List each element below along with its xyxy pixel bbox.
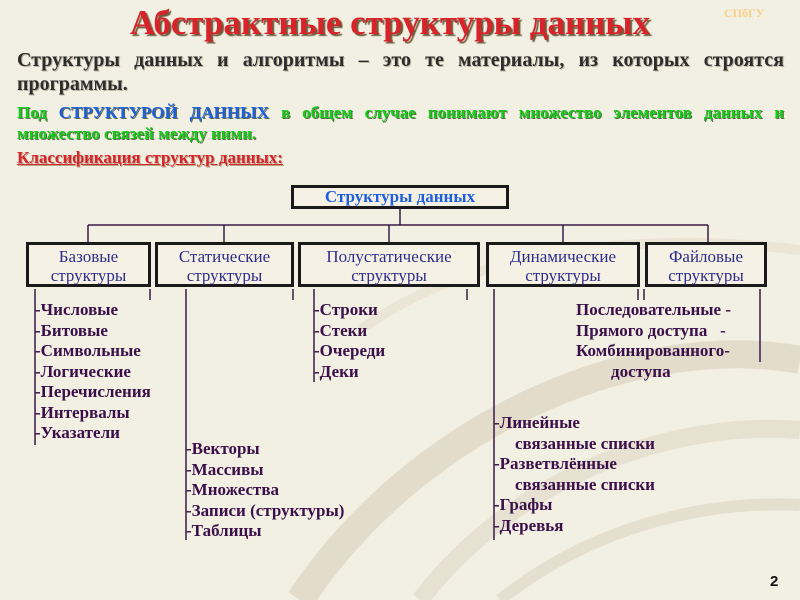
list-item: -Очереди [314,341,386,360]
list-item: -Разветвлённые [494,454,617,473]
slide-title: Абстрактные структуры данных [129,3,651,42]
list-item: связанные списки [515,474,655,494]
static-structures-list [186,439,344,542]
list-item: -Числовые [35,300,119,319]
category-box-dynamic [486,242,640,287]
list-item: -Указатели [35,423,120,442]
definition-highlight: СТРУКТУРОЙ ДАННЫХ [58,103,270,122]
category-box-semistatic [298,242,480,287]
page-number: 2 [770,573,779,590]
semistatic-structures-list [314,300,385,382]
list-item: Последовательные - [576,300,732,319]
list-item: Комбинированного- [576,341,730,360]
dynamic-structures-list [494,413,655,536]
category-label-line: Файловые [668,247,744,266]
list-item: -Деки [314,361,359,381]
logo-mark: СПбГУ [724,6,765,20]
category-label-line: Полустатические [326,247,452,266]
list-item: -Строки [314,300,378,319]
category-label-line: Базовые [58,247,119,266]
classification-heading: Классификация структур данных: [17,148,283,167]
category-label-line: структуры [50,266,127,285]
root-structures-box: Структуры данных [291,185,509,209]
category-label-line: структуры [668,266,744,285]
category-label-line: структуры [351,266,427,285]
category-box-static [155,242,294,287]
intro-text: Структуры данных и алгоритмы – это те материалы, из которых строятся программы. [17,49,784,95]
category-label-line: Динамические [509,247,617,266]
list-item: -Перечисления [35,382,151,401]
list-item: -Стеки [314,320,368,340]
list-item: -Логические [35,361,131,381]
definition-suffix: в общем случае понимают множество элементов данных и множество связей между ними. [17,103,784,143]
category-label-line: структуры [525,266,601,285]
list-item: -Графы [494,495,553,514]
list-item: -Символьные [35,341,141,360]
basic-structures-list [35,300,151,444]
list-item: Прямого доступа - [576,320,726,340]
list-item: -Векторы [186,439,260,458]
list-item: -Таблицы [186,521,262,540]
list-item: -Деревья [494,515,564,535]
list-item: доступа [611,361,671,381]
list-item: -Линейные [494,413,580,432]
definition-prefix: Под [17,103,59,122]
file-structures-list [576,300,731,382]
list-item: -Записи (структуры) [186,500,345,520]
category-label-line: Статические [178,247,271,266]
category-box-basic [26,242,151,287]
list-item: связанные списки [515,433,655,453]
category-label-line: структуры [186,266,263,285]
list-item: -Битовые [35,320,108,340]
category-box-file [645,242,767,287]
list-item: -Интервалы [35,402,130,422]
list-item: -Множества [186,480,280,499]
list-item: -Массивы [186,459,264,479]
